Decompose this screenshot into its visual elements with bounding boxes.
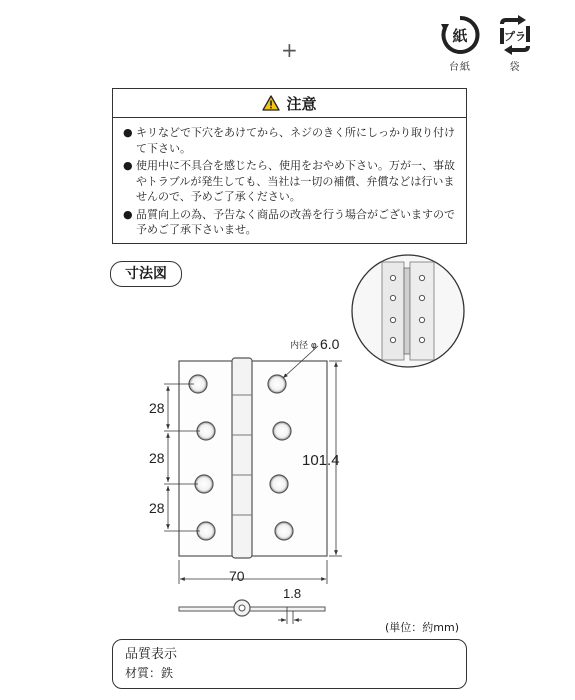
quality-label-box <box>112 639 467 689</box>
registration-mark: + <box>281 38 298 62</box>
dimension-diagram-label: 寸法図 <box>110 261 182 287</box>
caution-item-drilling: ● キリなどで下穴をあけてから、ネジのきく所にしっかり取り付けて下さい。 <box>123 125 458 156</box>
hinge-side-view <box>179 600 325 616</box>
caution-item-improvement: ● 品質向上の為、予告なく商品の改善を行う場合がございますので予めご了承下さいませ。 <box>123 207 458 238</box>
unit-note: (単位：約mm) <box>385 621 460 634</box>
hinge-photo-inset <box>352 255 464 367</box>
caution-title: 注意 <box>286 94 317 113</box>
paper-glyph: 紙 <box>452 27 468 45</box>
height-value: 101.4 <box>302 452 340 469</box>
width-dimension-line <box>179 560 327 584</box>
hole-label: 内径 φ <box>290 341 317 351</box>
plastic-mark-label: 袋 <box>509 62 521 73</box>
pitch-bottom-value: 28 <box>149 500 165 516</box>
pitch-top-value: 28 <box>149 400 165 416</box>
pitch-middle-value: 28 <box>149 450 165 466</box>
paper-mark-label: 台紙 <box>449 62 471 73</box>
hole-diameter-value: 6.0 <box>320 336 340 352</box>
plastic-glyph: プラ <box>504 30 526 43</box>
material-text: 材質：鉄 <box>125 666 174 680</box>
width-value: 70 <box>229 568 245 584</box>
thickness-value: 1.8 <box>283 586 302 601</box>
quality-title: 品質表示 <box>125 647 178 662</box>
caution-item-malfunction: ● 使用中に不具合を感じたら、使用をおやめ下さい。万が一、事故やトラブルが発生しても、当社は一切の補償、弁償などは行いませんので、予めご了承ください。 <box>123 158 458 205</box>
